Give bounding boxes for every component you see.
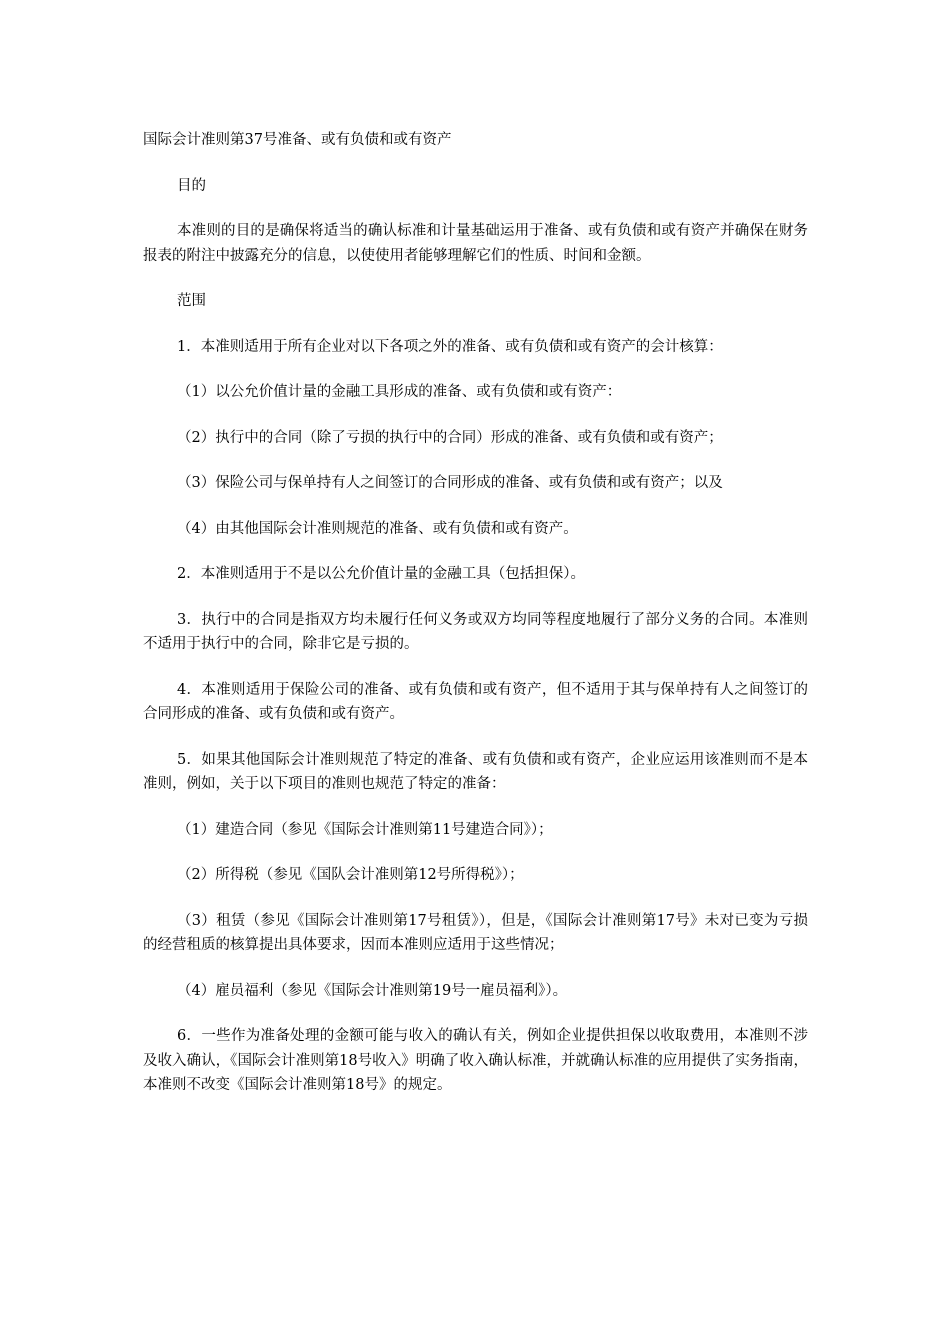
paragraph-5-item-2: （2）所得税（参见《国队会计准则第12号所得税》）； [177,867,524,883]
objective-heading: 目的 [177,177,206,194]
paragraph-1-item-1: （1）以公允价值计量的金融工具形成的准备、或有负债和或有资产： [177,384,622,400]
paragraph-6: 6．一些作为准备处理的金额可能与收入的确认有关，例如企业提供担保以收取费用，本准则不涉及收入确认，《国际会计准则第18号收入》明确了收入确认标准，并就确认标准的应用提供了实务指南，本准则不改变《国际会计准则第18号》的规定。 [143,1028,808,1093]
objective-text: 本准则的目的是确保将适当的确认标准和计量基础运用于准备、或有负债和或有资产并确保在财务报表的附注中披露充分的信息，以使使用者能够理解它们的性质、时间和金额。 [143,223,808,264]
paragraph-1-item-4: （4）由其他国际会计准则规范的准备、或有负债和或有资产。 [177,520,578,537]
document-body [143,128,808,1119]
paragraph-5-item-1: （1）建造合同（参见《国际会计准则第11号建造合同》）； [177,821,553,838]
paragraph-2: 2．本准则适用于不是以公允价值计量的金融工具（包括担保）。 [177,566,585,582]
paragraph-3: 3．执行中的合同是指双方均未履行任何义务或双方均同等程度地履行了部分义务的合同。本准则不适用于执行中的合同，除非它是亏损的。 [143,611,808,652]
paragraph-5-item-4: （4）雇员福利（参见《国际会计准则第19号一雇员福利》）。 [177,982,568,999]
paragraph-1: 1．本准则适用于所有企业对以下各项之外的准备、或有负债和或有资产的会计核算： [177,338,723,355]
paragraph-5: 5．如果其他国际会计准则规范了特定的准备、或有负债和或有资产，企业应运用该准则而不是本准则，例如，关于以下项目的准则也规范了特定的准备： [143,751,808,792]
paragraph-4: 4．本准则适用于保险公司的准备、或有负债和或有资产，但不适用于其与保单持有人之间签订的合同形成的准备、或有负债和或有资产。 [143,681,808,722]
paragraph-1-item-3: （3）保险公司与保单持有人之间签订的合同形成的准备、或有负债和或有资产；以及 [177,475,723,491]
paragraph-5-item-3: （3）租赁（参见《国际会计准则第17号租赁》），但是，《国际会计准则第17号》未对已变为亏损的经营租质的核算提出具体要求，因而本准则应适用于这些情况； [143,912,808,953]
document-title: 国际会计准则第37号准备、或有负债和或有资产 [143,132,452,148]
scope-heading: 范围 [177,293,206,309]
paragraph-1-item-2: （2）执行中的合同（除了亏损的执行中的合同）形成的准备、或有负债和或有资产； [177,429,723,446]
